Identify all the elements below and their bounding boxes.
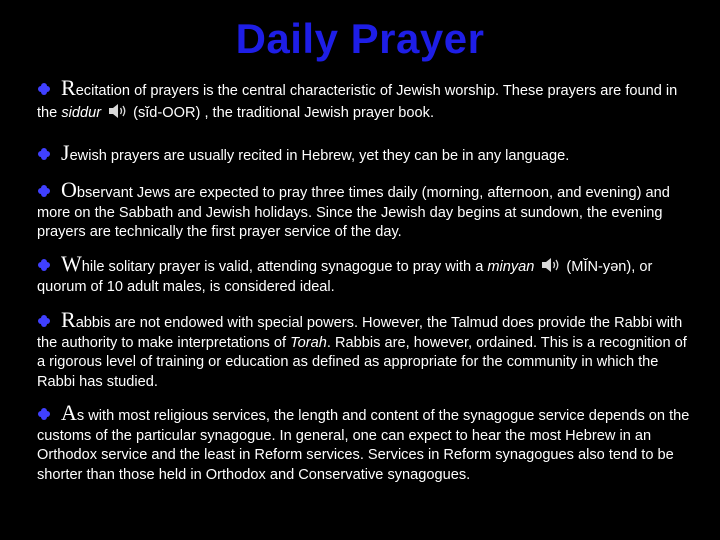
drop-cap: R [61,75,76,100]
diamond-bullet-icon [37,184,51,198]
paragraph-text-cont: (sĭd-OOR) , the traditional Jewish prayer book. [133,104,435,121]
drop-cap: J [61,140,70,165]
paragraph-text: hile solitary prayer is valid, attending synagogue to pray with a [81,259,488,275]
diamond-bullet-icon [37,147,51,161]
paragraph-services [37,400,697,485]
diamond-bullet-icon [37,407,51,421]
audio-speaker-icon[interactable] [107,102,129,120]
paragraph-rabbis [37,307,697,392]
diamond-bullet-icon [37,314,51,328]
italic-term: minyan [487,259,535,275]
drop-cap: R [61,307,76,332]
paragraph-text: ewish prayers are usually recited in Hebrew, yet they can be in any language. [69,148,570,164]
audio-speaker-icon[interactable] [540,256,562,274]
paragraph-siddur [37,75,697,123]
slide-title: Daily Prayer [235,15,485,62]
paragraph-text-cont: . Rabbis are, however, ordained. This is a recognition of a rigorous level of training or education as defined as appropriate for the community in which the Rabbi has studied. [37,334,687,390]
paragraph-minyan [37,251,697,297]
italic-term: siddur [61,104,102,121]
diamond-bullet-icon [37,258,51,272]
paragraph-text: bservant Jews are expected to pray three times daily (morning, afternoon, and evening) and more on the Sabbath and Jewish holidays. Since the Jewish day begins at sundown, the evening prayers are technically the first prayer service of the day. [37,185,670,240]
paragraph-text: s with most religious services, the length and content of the synagogue service depends on the customs of the particular synagogue. In general, one can expect to hear the most Hebrew in an Orthodox service and the least in Reform services. Services in Reform synagogues also tend to be shorter than those held in Orthodox and Conservative synagogues. [37,408,690,483]
paragraph-text: abbis are not endowed with special powers. However, the Talmud does provide the Rabbi with the authority to make interpretations of [37,315,683,351]
drop-cap: O [61,177,77,202]
paragraph-text: ecitation of prayers is the central characteristic of Jewish worship. These prayers are found in the [37,83,678,121]
paragraph-observant [37,177,697,243]
italic-term: Torah [290,334,327,351]
drop-cap: W [61,251,82,276]
paragraph-text-cont: (MĬN-yən), or quorum of 10 adult males, is considered ideal. [37,259,653,295]
drop-cap: A [61,400,77,425]
diamond-bullet-icon [37,82,51,96]
paragraph-hebrew [37,140,697,167]
